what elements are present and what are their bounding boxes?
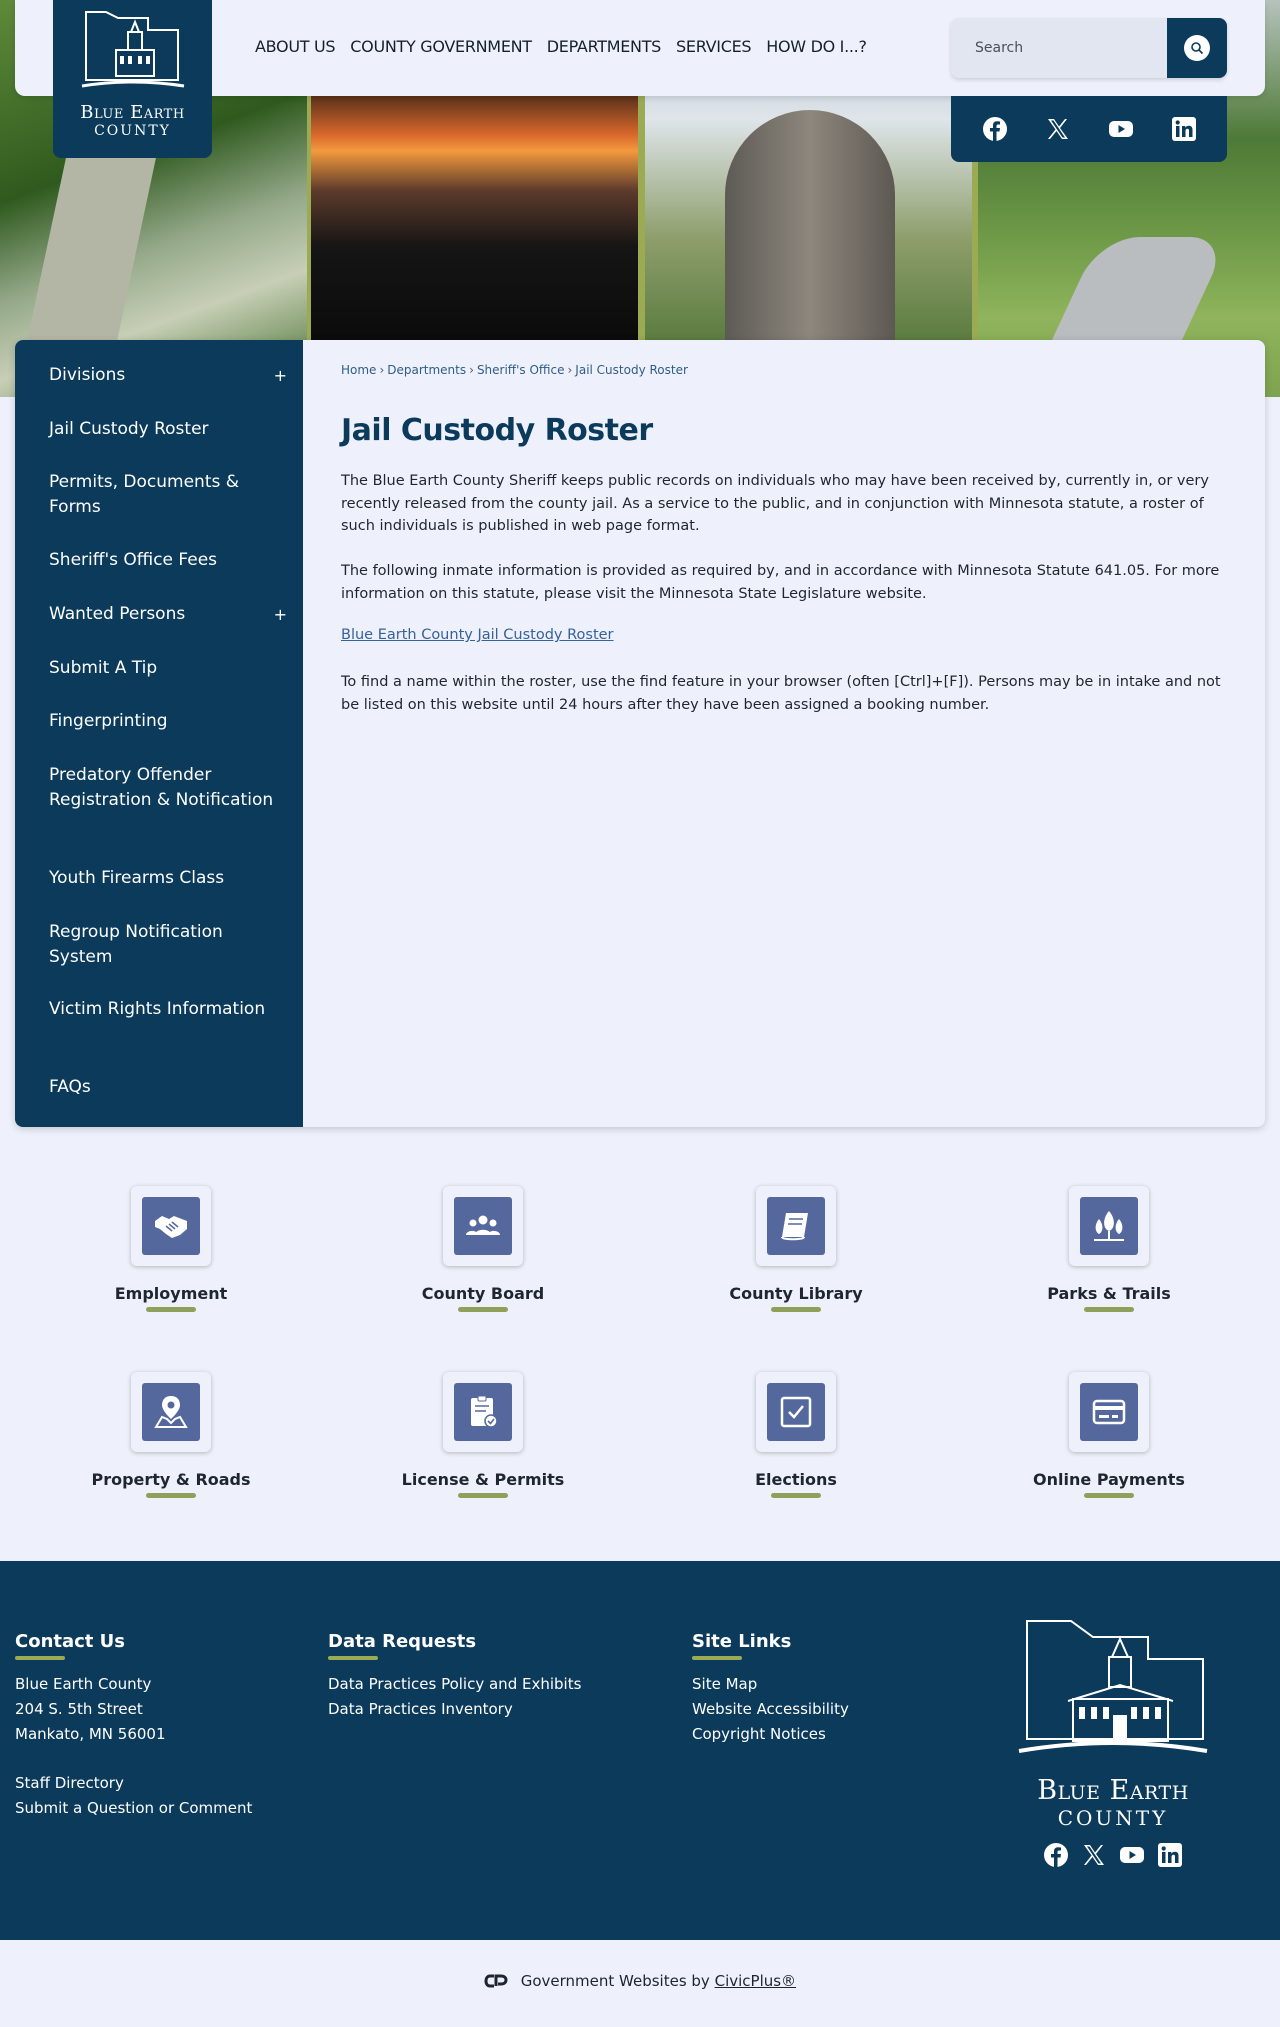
sidebar-item-label: Regroup Notification System <box>49 922 223 967</box>
footer-heading-underline <box>328 1656 378 1660</box>
quick-link-underline <box>1084 1307 1134 1312</box>
footer-data-requests <box>328 1631 581 1722</box>
sidebar-item-submit-a-tip[interactable] <box>49 656 279 681</box>
footer-site-links <box>692 1631 849 1747</box>
civicplus-logo-icon <box>484 1973 508 1989</box>
footer-logo-line1: Blue Earth <box>1037 1775 1189 1806</box>
quick-link-underline <box>1084 1493 1134 1498</box>
footer-heading-underline <box>692 1656 742 1660</box>
footer-contact-us <box>15 1631 252 1821</box>
search-input[interactable] <box>951 18 1167 78</box>
quick-link-label: County Library <box>729 1284 863 1303</box>
x-icon[interactable] <box>1045 116 1071 142</box>
footer-logo-line2: COUNTY <box>1057 1806 1169 1830</box>
header-social-links <box>951 96 1227 162</box>
checkbox-icon <box>777 1393 815 1431</box>
footer-link-site-map[interactable]: Site Map <box>692 1675 758 1693</box>
quick-link-underline <box>771 1307 821 1312</box>
sidebar-item-label: Submit A Tip <box>49 658 158 678</box>
main-content-card <box>15 340 1265 1127</box>
quick-link-online-payments[interactable] <box>989 1372 1229 1498</box>
footer-link-data-practices-policy[interactable]: Data Practices Policy and Exhibits <box>328 1675 582 1693</box>
sidebar-item-label: Sheriff's Office Fees <box>49 550 218 570</box>
civicplus-credit <box>0 1972 1280 1990</box>
quick-link-underline <box>146 1493 196 1498</box>
nav-how-do-i[interactable]: HOW DO I...? <box>766 37 867 56</box>
quick-link-county-board[interactable] <box>363 1186 603 1312</box>
group-icon <box>464 1207 502 1245</box>
sidebar-item-label: Predatory Offender Registration & Notification <box>49 765 274 810</box>
facebook-icon[interactable] <box>1043 1842 1069 1868</box>
sidebar-item-permits-documents-forms[interactable] <box>49 470 279 520</box>
search-icon <box>1190 41 1204 55</box>
sidebar-item-divisions[interactable] <box>49 363 287 388</box>
x-icon[interactable] <box>1081 1842 1107 1868</box>
breadcrumb <box>341 363 688 377</box>
sidebar-item-youth-firearms-class[interactable] <box>49 866 279 891</box>
civicplus-link[interactable]: CivicPlus® <box>714 1972 797 1990</box>
nav-services[interactable]: SERVICES <box>676 37 752 56</box>
footer-logo <box>1008 1619 1218 1868</box>
map-pin-icon <box>152 1393 190 1431</box>
quick-link-label: Parks & Trails <box>1047 1284 1171 1303</box>
logo-text-line2: COUNTY <box>94 123 171 139</box>
sidebar-nav <box>15 340 303 1127</box>
footer-address-line: Blue Earth County <box>15 1675 152 1693</box>
quick-link-label: Elections <box>755 1470 837 1489</box>
sidebar-item-faqs[interactable] <box>49 1075 279 1100</box>
credit-card-icon <box>1090 1393 1128 1431</box>
linkedin-icon[interactable] <box>1157 1842 1183 1868</box>
find-instructions-paragraph: To find a name within the roster, use the find feature in your browser (often [Ctrl]+[F]). Persons may be in intake and not be listed on this website until 24 hours after they have been assigned a booking number. <box>341 674 1221 713</box>
nav-about-us[interactable]: ABOUT US <box>255 37 336 56</box>
sidebar-item-wanted-persons[interactable] <box>49 602 287 627</box>
facebook-icon[interactable] <box>982 116 1008 142</box>
quick-link-label: Property & Roads <box>91 1470 251 1489</box>
sidebar-item-victim-rights[interactable] <box>49 997 279 1022</box>
statute-paragraph: The following inmate information is provided as required by, and in accordance with Minnesota Statute 641.05. For more information on this statute, please visit the Minnesota State Legislature website. <box>341 563 1220 602</box>
nav-county-government[interactable]: COUNTY GOVERNMENT <box>350 37 532 56</box>
footer-heading: Contact Us <box>15 1631 126 1652</box>
search-button[interactable] <box>1167 18 1227 78</box>
expand-plus-icon[interactable]: + <box>273 366 287 385</box>
nav-departments[interactable]: DEPARTMENTS <box>546 37 662 56</box>
breadcrumb-home[interactable]: Home <box>341 363 377 377</box>
footer-link-data-practices-inventory[interactable]: Data Practices Inventory <box>328 1700 513 1718</box>
quick-link-underline <box>458 1307 508 1312</box>
credit-text: Government Websites by <box>520 1972 710 1990</box>
sidebar-item-label: Permits, Documents & Forms <box>49 472 239 517</box>
sidebar-item-label: Jail Custody Roster <box>49 419 209 439</box>
handshake-icon <box>152 1207 190 1245</box>
breadcrumb-departments[interactable]: Departments <box>387 363 467 377</box>
quick-link-property-roads[interactable] <box>51 1372 291 1498</box>
sidebar-item-label: Wanted Persons <box>49 604 186 624</box>
sidebar-item-label: Fingerprinting <box>49 711 168 731</box>
page-title: Jail Custody Roster <box>341 413 653 448</box>
sidebar-item-fingerprinting[interactable] <box>49 709 279 734</box>
sidebar-item-predatory-offender[interactable] <box>49 763 279 813</box>
quick-link-license-permits[interactable] <box>363 1372 603 1498</box>
quick-link-underline <box>458 1493 508 1498</box>
search-box <box>951 18 1227 78</box>
logo-text-line1: Blue Earth <box>80 102 185 123</box>
youtube-icon[interactable] <box>1119 1842 1145 1868</box>
breadcrumb-separator: › <box>567 363 573 377</box>
quick-link-underline <box>146 1307 196 1312</box>
quick-link-label: Employment <box>114 1284 228 1303</box>
youtube-icon[interactable] <box>1108 116 1134 142</box>
quick-link-label: County Board <box>421 1284 545 1303</box>
site-logo[interactable] <box>53 0 212 158</box>
quick-link-parks-trails[interactable] <box>989 1186 1229 1312</box>
sidebar-item-label: Youth Firearms Class <box>49 868 225 888</box>
quick-link-label: License & Permits <box>401 1470 565 1489</box>
sidebar-item-label: Divisions <box>49 365 126 385</box>
footer-link-staff-directory[interactable]: Staff Directory <box>15 1774 124 1792</box>
footer-address-line: Mankato, MN 56001 <box>15 1725 166 1743</box>
site-footer <box>0 1561 1280 1940</box>
footer-heading-underline <box>15 1656 65 1660</box>
quick-link-underline <box>771 1493 821 1498</box>
sidebar-item-sheriffs-office-fees[interactable] <box>49 548 279 573</box>
breadcrumb-sheriffs-office[interactable]: Sheriff's Office <box>476 363 565 377</box>
trees-icon <box>1090 1207 1128 1245</box>
expand-plus-icon[interactable]: + <box>273 605 287 624</box>
main-navigation <box>255 37 882 56</box>
footer-address-line: 204 S. 5th Street <box>15 1700 143 1718</box>
quick-link-employment[interactable] <box>51 1186 291 1312</box>
sidebar-item-label: Victim Rights Information <box>49 999 266 1019</box>
quick-link-county-library[interactable] <box>676 1186 916 1312</box>
breadcrumb-separator: › <box>469 363 474 377</box>
footer-link-submit-question[interactable]: Submit a Question or Comment <box>15 1799 253 1817</box>
footer-heading: Data Requests <box>328 1631 477 1652</box>
sidebar-item-label: FAQs <box>49 1077 91 1097</box>
breadcrumb-current[interactable]: Jail Custody Roster <box>575 363 688 377</box>
quick-link-label: Online Payments <box>1033 1470 1185 1489</box>
breadcrumb-separator: › <box>379 363 385 377</box>
sidebar-item-jail-custody-roster[interactable] <box>49 417 279 442</box>
document-check-icon <box>464 1393 502 1431</box>
quick-link-elections[interactable] <box>676 1372 916 1498</box>
book-icon <box>777 1207 815 1245</box>
linkedin-icon[interactable] <box>1171 116 1197 142</box>
footer-social-links <box>1008 1842 1218 1868</box>
footer-heading: Site Links <box>692 1631 792 1652</box>
courthouse-logo-icon <box>78 10 188 100</box>
sidebar-item-regroup-notification[interactable] <box>49 920 279 970</box>
courthouse-logo-icon <box>1013 1619 1213 1769</box>
intro-paragraph: The Blue Earth County Sheriff keeps public records on individuals who may have been received by, currently in, or very recently released from the county jail. As a service to the public, and in conjunction with Minnesota statute, a roster of such individuals is published in web page format. <box>341 473 1209 534</box>
footer-link-copyright-notices[interactable]: Copyright Notices <box>692 1725 826 1743</box>
footer-link-website-accessibility[interactable]: Website Accessibility <box>692 1700 849 1718</box>
jail-roster-link[interactable]: Blue Earth County Jail Custody Roster <box>341 627 614 643</box>
